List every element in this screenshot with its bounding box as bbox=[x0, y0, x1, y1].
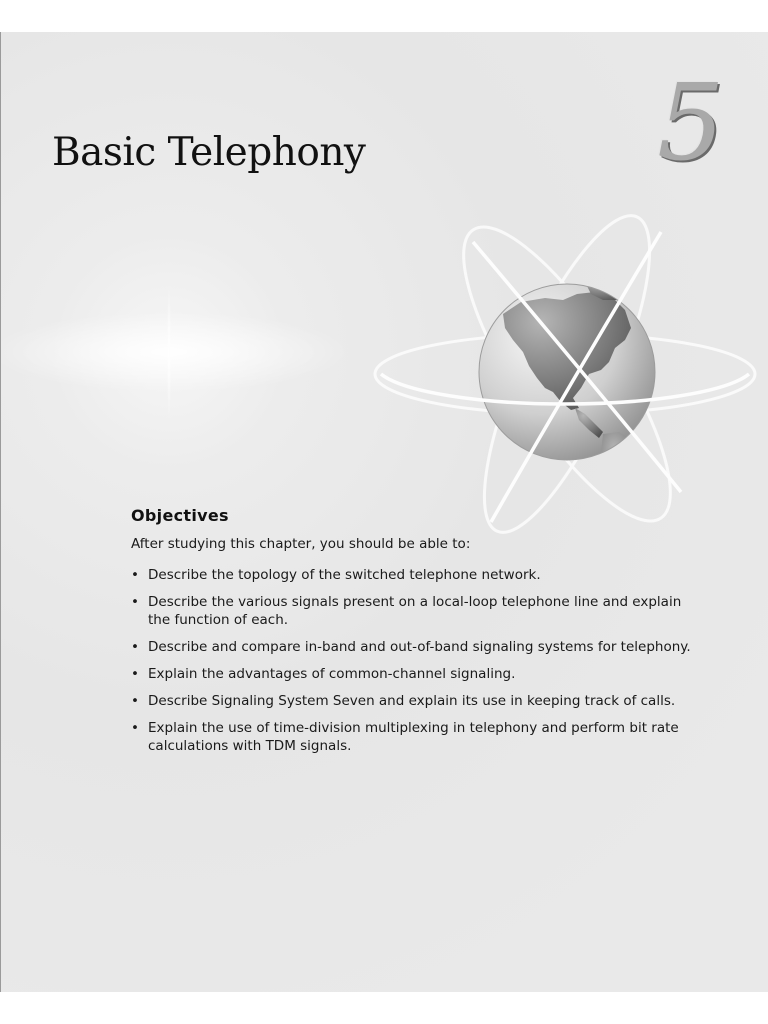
bullet-icon: • bbox=[131, 720, 139, 736]
objective-text: Describe the topology of the switched telephone network. bbox=[148, 567, 541, 583]
bullet-icon: • bbox=[131, 666, 139, 682]
bullet-icon: • bbox=[131, 567, 139, 583]
chapter-title: Basic Telephony bbox=[52, 130, 366, 175]
bullet-icon: • bbox=[131, 639, 139, 655]
chapter-number: 5 bbox=[657, 61, 725, 184]
objectives-list bbox=[131, 566, 691, 755]
bullet-icon: • bbox=[131, 594, 139, 610]
objective-item bbox=[131, 566, 691, 584]
chapter-opener-page bbox=[0, 32, 768, 992]
objective-item bbox=[131, 665, 691, 683]
objective-text: Explain the advantages of common-channel signaling. bbox=[148, 666, 516, 682]
objective-text: Describe Signaling System Seven and explain its use in keeping track of calls. bbox=[148, 693, 676, 709]
objectives-section bbox=[131, 506, 691, 764]
objective-text: Describe the various signals present on a local-loop telephone line and explain the function of each. bbox=[148, 594, 682, 628]
objective-item bbox=[131, 719, 691, 755]
objectives-heading: Objectives bbox=[131, 506, 229, 525]
objective-item bbox=[131, 638, 691, 656]
objective-text: Describe and compare in-band and out-of-band signaling systems for telephony. bbox=[148, 639, 691, 655]
light-flare bbox=[167, 282, 171, 422]
objective-item bbox=[131, 593, 691, 629]
objectives-intro: After studying this chapter, you should be able to: bbox=[131, 536, 471, 552]
objective-item bbox=[131, 692, 691, 710]
objective-text: Explain the use of time-division multiplexing in telephony and perform bit rate calculations with TDM signals. bbox=[148, 720, 679, 754]
bullet-icon: • bbox=[131, 693, 139, 709]
